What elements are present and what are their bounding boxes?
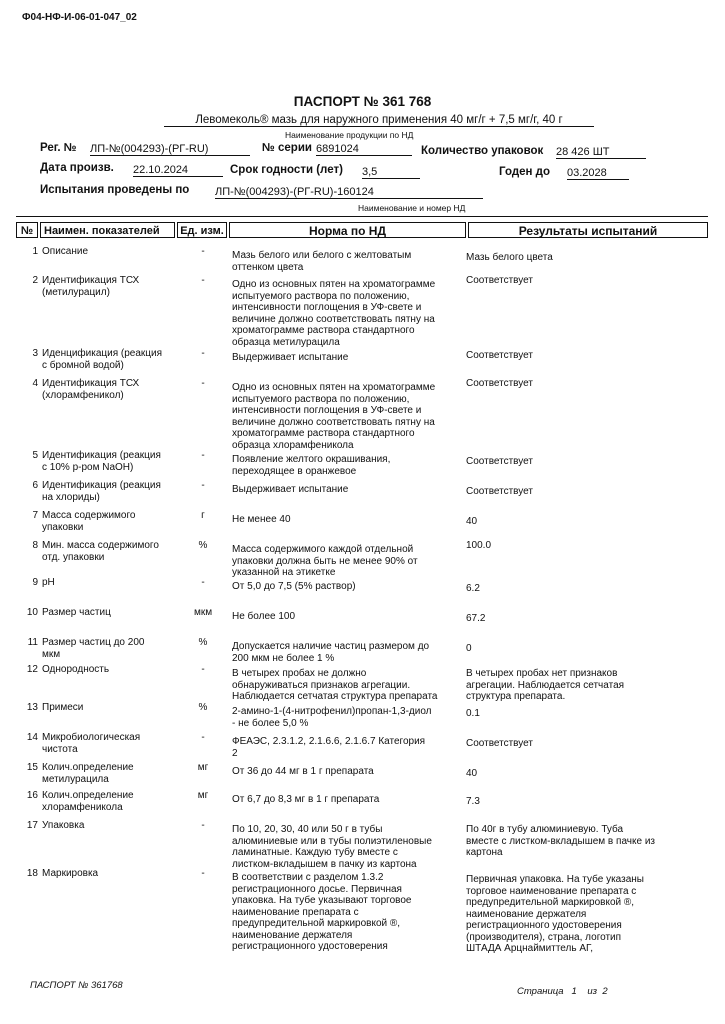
tests-caption: Наименование и номер НД — [358, 203, 466, 213]
reg-value: ЛП-№(004293)-(РГ-RU) — [90, 143, 250, 156]
row-norm: В соответствии с разделом 1.3.2 регистрационного досье. Первичная упаковка. На тубе указывают торговое наименование препарата с предупредительной маркировкой ®, наименование держателя регистрационного удостоверения — [232, 872, 412, 952]
row-number: 14 — [26, 732, 38, 743]
row-result: Соответствует — [466, 350, 533, 361]
passport-title: ПАСПОРТ № 361 768 — [293, 94, 432, 109]
row-norm: Масса содержимого каждой отдельной упаковки должна быть не менее 90% от указанной на этикетке — [232, 544, 418, 578]
row-indicator-name: Колич.определение хлорамфеникола — [42, 790, 134, 813]
row-unit: - — [201, 450, 205, 461]
row-unit: - — [201, 664, 205, 675]
prod-date-value: 22.10.2024 — [133, 164, 223, 177]
row-unit: мг — [197, 790, 209, 801]
row-result: 67.2 — [466, 613, 486, 624]
of-word: из — [587, 986, 598, 997]
row-norm: Не менее 40 — [232, 514, 291, 525]
header-num — [16, 222, 38, 238]
row-norm: Допускается наличие частиц размером до 200 мкм не более 1 % — [232, 641, 430, 664]
row-result: 7.3 — [466, 796, 480, 807]
row-indicator-name: Иденцификация (реакция с бромной водой) — [42, 348, 163, 371]
row-number: 15 — [26, 762, 38, 773]
tests-value: ЛП-№(004293)-(РГ-RU)-160124 — [215, 186, 483, 199]
row-number: 1 — [32, 246, 38, 257]
row-indicator-name: Идентификация (реакция с 10% р-ром NaOH) — [42, 450, 161, 473]
row-norm: От 36 до 44 мг в 1 г препарата — [232, 766, 374, 777]
row-result: Соответствует — [466, 738, 533, 749]
row-number: 5 — [32, 450, 38, 461]
row-indicator-name: Мин. масса содержимого отд. упаковки — [42, 540, 159, 563]
row-unit: - — [201, 378, 205, 389]
row-number: 17 — [26, 820, 38, 831]
row-result: 0 — [466, 643, 472, 654]
row-norm: От 5,0 до 7,5 (5% раствор) — [232, 581, 356, 592]
row-unit: - — [201, 820, 205, 831]
row-number: 9 — [32, 577, 38, 588]
row-unit: - — [201, 868, 205, 879]
row-norm: Одно из основных пятен на хроматограмме испытуемого раствора по положению, интенсивности поглощения в УФ-свете и величине должно соответствовать пятну на хроматограмме раствора стандартного образца метилурацила — [232, 279, 436, 348]
table-top-rule — [16, 216, 708, 217]
product-name: Левомеколь® мазь для наружного применения 40 мг/г + 7,5 мг/г, 40 г — [164, 114, 594, 127]
row-unit: % — [198, 637, 208, 648]
row-indicator-name: Маркировка — [42, 868, 99, 879]
product-caption: Наименование продукции по НД — [285, 130, 414, 140]
qty-value: 28 426 ШТ — [556, 146, 646, 159]
row-indicator-name: Масса содержимого упаковки — [42, 510, 136, 533]
header-result-label: Результаты испытаний — [518, 224, 658, 238]
header-unit — [177, 222, 227, 238]
row-number: 12 — [26, 664, 38, 675]
row-indicator-name: Упаковка — [42, 820, 85, 831]
row-indicator-name: Идентификация ТСХ (метилурацил) — [42, 275, 140, 298]
row-result: В четырех пробах нет признаков агрегации. Наблюдается сетчатая структура препарата. — [466, 668, 625, 702]
valid-until-label: Годен до — [499, 166, 550, 178]
row-indicator-name: Микробиологическая чистота — [42, 732, 141, 755]
header-result — [468, 222, 708, 238]
row-indicator-name: Идентификация ТСХ (хлорамфеникол) — [42, 378, 140, 401]
row-indicator-name: Описание — [42, 246, 89, 257]
row-unit: г — [201, 510, 205, 521]
header-name — [40, 222, 175, 238]
row-number: 3 — [32, 348, 38, 359]
page-number: 1 — [571, 986, 577, 997]
row-norm: По 10, 20, 30, 40 или 50 г в тубы алюминиевые или в тубы полиэтиленовые ламинатные. Каждую тубу вместе с листком-вкладышем в пачку из картона — [232, 824, 432, 870]
row-result: 100.0 — [466, 540, 492, 551]
row-norm: ФЕАЭС, 2.3.1.2, 2.1.6.6, 2.1.6.7 Категория 2 — [232, 736, 426, 759]
row-number: 7 — [32, 510, 38, 521]
reg-label: Рег. № — [40, 142, 77, 154]
row-result: 6.2 — [466, 583, 480, 594]
qty-label: Количество упаковок — [421, 145, 544, 157]
row-result: Соответствует — [466, 486, 533, 497]
header-name-label: Наимен. показателей — [44, 225, 160, 237]
row-result: Соответствует — [466, 378, 533, 389]
row-norm: Выдерживает испытание — [232, 484, 349, 495]
row-indicator-name: Примеси — [42, 702, 84, 713]
row-unit: - — [201, 732, 205, 743]
prod-date-label: Дата произв. — [40, 162, 114, 174]
row-result: Соответствует — [466, 456, 533, 467]
header-norm — [229, 222, 466, 238]
row-unit: мг — [197, 762, 209, 773]
row-number: 13 — [26, 702, 38, 713]
row-number: 11 — [27, 637, 38, 648]
header-num-label: № — [20, 225, 34, 237]
row-number: 10 — [26, 607, 38, 618]
row-result: По 40г в тубу алюминиевую. Туба вместе с листком-вкладышем в пачке из картона — [466, 824, 655, 858]
footer-passport: ПАСПОРТ № 361768 — [30, 980, 123, 991]
row-norm: Появление желтого окрашивания, переходящее в оранжевое — [232, 454, 391, 477]
row-norm: Мазь белого или белого с желтоватым оттенком цвета — [232, 250, 412, 273]
row-result: Первичная упаковка. На тубе указаны торговое наименование препарата с предупредительной маркировкой ®, наименование держателя регистрационного удостоверения (производителя), страна, логотип ШТАДА Арцнаймиттель АГ, — [466, 874, 644, 954]
row-result: Мазь белого цвета — [466, 252, 553, 263]
document-code: Ф04-НФ-И-06-01-047_02 — [22, 12, 137, 23]
row-unit: - — [201, 577, 205, 588]
row-number: 2 — [32, 275, 38, 286]
row-result: 40 — [466, 768, 478, 779]
row-number: 6 — [32, 480, 38, 491]
row-unit: % — [198, 702, 208, 713]
valid-until-value: 03.2028 — [567, 167, 629, 180]
row-norm: От 6,7 до 8,3 мг в 1 г препарата — [232, 794, 380, 805]
row-indicator-name: Колич.определение метилурацила — [42, 762, 134, 785]
shelf-life-value: 3,5 — [362, 166, 420, 179]
row-number: 16 — [26, 790, 38, 801]
row-indicator-name: Идентификация (реакция на хлориды) — [42, 480, 161, 503]
row-indicator-name: pH — [42, 577, 55, 588]
row-result: 40 — [466, 516, 478, 527]
row-norm: Выдерживает испытание — [232, 352, 349, 363]
header-unit-label: Ед. изм. — [180, 225, 224, 237]
page-word: Страница — [517, 986, 564, 997]
shelf-life-label: Срок годности (лет) — [230, 164, 343, 176]
page-total: 2 — [602, 986, 608, 997]
page-indicator — [517, 986, 608, 997]
tests-label: Испытания проведены по — [40, 184, 190, 196]
row-indicator-name: Однородность — [42, 664, 110, 675]
row-unit: % — [198, 540, 208, 551]
row-unit: - — [201, 275, 205, 286]
row-number: 8 — [32, 540, 38, 551]
row-norm: 2-амино-1-(4-нитрофенил)пропан-1,3-диол - не более 5,0 % — [232, 706, 432, 729]
row-unit: - — [201, 480, 205, 491]
row-unit: - — [201, 246, 205, 257]
row-indicator-name: Размер частиц — [42, 607, 111, 618]
row-number: 4 — [32, 378, 38, 389]
row-norm: В четырех пробах не должно обнаруживаться признаков агрегации. Наблюдается сетчатая структура препарата — [232, 668, 438, 702]
row-result: Соответствует — [466, 275, 533, 286]
row-unit: мкм — [193, 607, 213, 618]
header-norm-label: Норма по НД — [308, 224, 387, 238]
row-number: 18 — [26, 868, 38, 879]
row-unit: - — [201, 348, 205, 359]
series-value: 6891024 — [316, 143, 412, 156]
row-norm: Не более 100 — [232, 611, 296, 622]
row-indicator-name: Размер частиц до 200 мкм — [42, 637, 145, 660]
row-norm: Одно из основных пятен на хроматограмме испытуемого раствора по положению, интенсивности поглощения в УФ-свете и величине должно соответствовать пятну на хроматограмме раствора стандартного образца хлорамфеникола — [232, 382, 436, 451]
row-result: 0.1 — [466, 708, 480, 719]
series-label: № серии — [262, 142, 312, 154]
